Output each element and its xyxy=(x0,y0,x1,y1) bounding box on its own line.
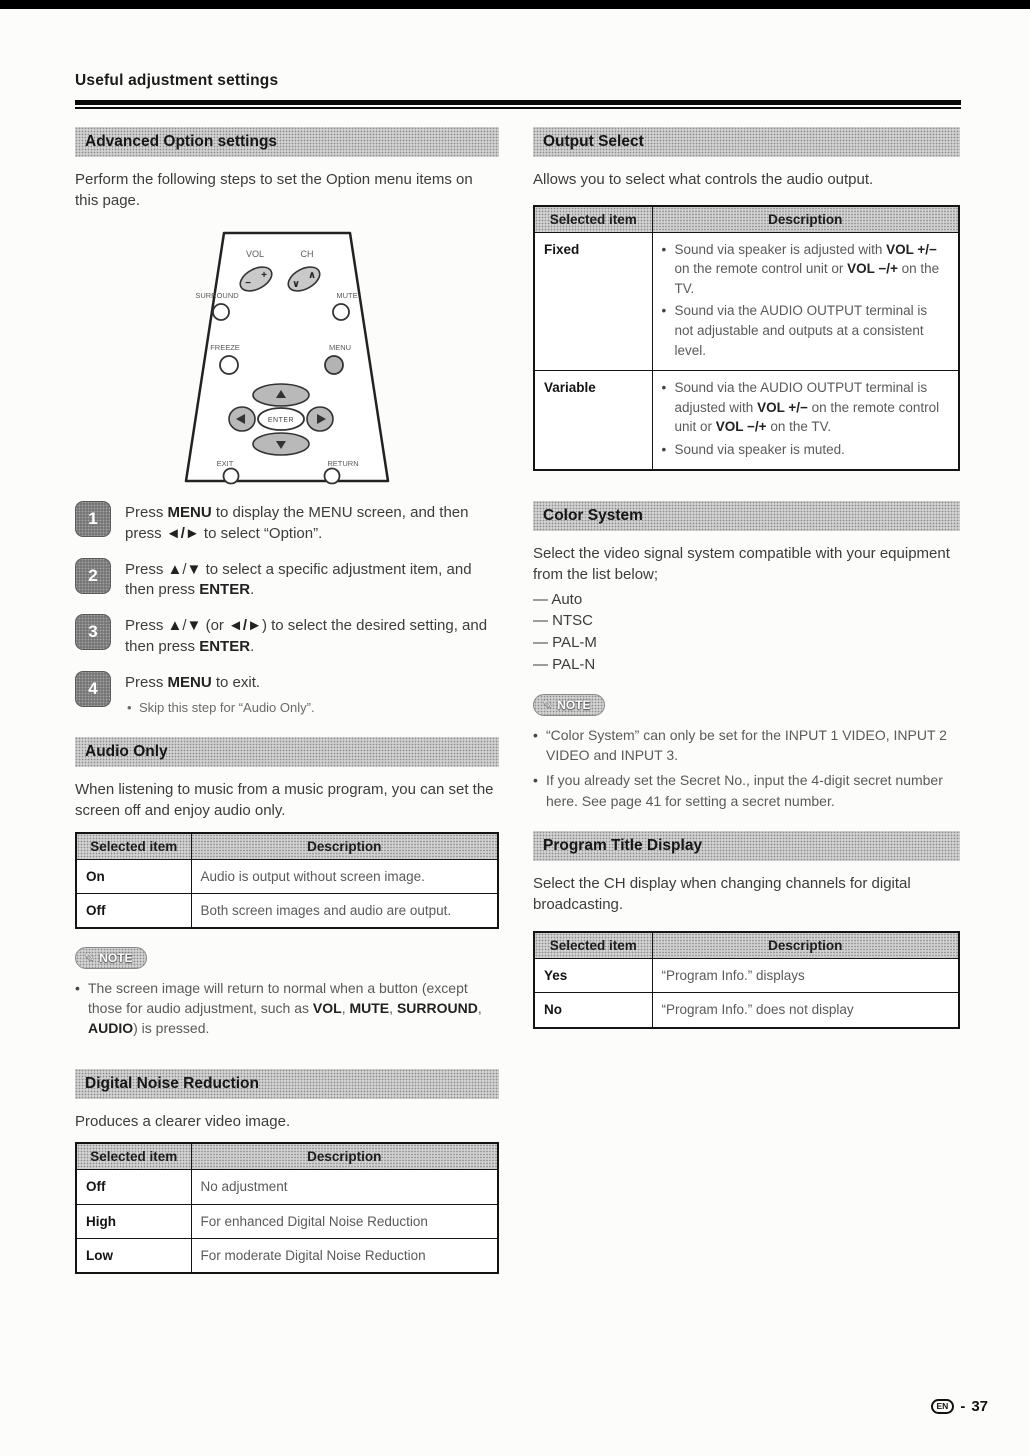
remote-vol-minus: − xyxy=(245,278,251,290)
step-4-main-text: Press MENU to exit. xyxy=(125,673,261,691)
note-item: • If you already set the Secret No., input the 4-digit secret number here. See page 41 for setting a secret number. xyxy=(533,770,960,811)
table-row xyxy=(534,232,959,370)
page-number-separator: - xyxy=(960,1398,966,1415)
left-column xyxy=(75,127,499,1274)
step-1-text: Press MENU to display the MENU screen, and then press ◄/► to select “Option”. xyxy=(125,504,469,543)
step-4-number: 4 xyxy=(75,671,111,707)
section-header-advanced-option-settings: Advanced Option settings xyxy=(75,127,499,157)
step-2-text: Press ▲/▼ to select a specific adjustment item, and then press ENTER. xyxy=(125,560,472,599)
note-badge xyxy=(533,694,605,716)
remote-exit-button xyxy=(224,469,239,484)
option-desc-on: Audio is output without screen image. xyxy=(191,859,498,893)
list-item-pal-n: — PAL-N xyxy=(533,655,596,673)
step-3 xyxy=(75,614,499,657)
section-header-output-select: Output Select xyxy=(533,127,960,157)
option-desc-off: No adjustment xyxy=(191,1170,498,1204)
page-footer xyxy=(931,1398,989,1415)
remote-label-enter: ENTER xyxy=(267,417,295,425)
option-desc-fixed xyxy=(652,232,959,370)
remote-return-button xyxy=(325,469,340,484)
option-desc-high: For enhanced Digital Noise Reduction xyxy=(191,1204,498,1238)
table-row xyxy=(76,1204,498,1238)
remote-mute-button xyxy=(333,304,349,320)
desc-bullet: • Sound via speaker is adjusted with VOL +/− on the remote control unit or VOL −/+ on the TV. xyxy=(662,240,950,299)
option-value-off: Off xyxy=(76,893,191,928)
remote-freeze-button xyxy=(220,356,238,374)
remote-label-vol: VOL xyxy=(245,249,265,260)
option-value-low: Low xyxy=(76,1238,191,1273)
audio-only-table xyxy=(75,832,499,929)
table-header-row xyxy=(76,833,498,860)
scan-edge-artifact xyxy=(0,0,1030,9)
remote-label-mute: MUTE xyxy=(336,291,358,301)
desc-bullet: • Sound via speaker is muted. xyxy=(662,440,950,460)
remote-label-menu: MENU xyxy=(328,343,352,353)
option-desc-yes: “Program Info.” displays xyxy=(652,959,959,993)
remote-vol-plus: + xyxy=(261,270,267,282)
remote-ch-down: ∨ xyxy=(291,279,301,291)
desc-bullet: • Sound via the AUDIO OUTPUT terminal is not adjustable and outputs at a consistent level. xyxy=(662,301,950,360)
remote-control-illustration xyxy=(171,227,403,489)
program-title-intro-text: Select the CH display when changing channels for digital broadcasting. xyxy=(533,874,911,913)
list-item-auto: — Auto xyxy=(533,590,583,608)
step-4 xyxy=(75,671,499,718)
option-desc-no: “Program Info.” does not display xyxy=(652,993,959,1028)
steps-list xyxy=(75,501,499,717)
list-item-pal-m: — PAL-M xyxy=(533,634,597,652)
section-header-program-title-display: Program Title Display xyxy=(533,831,960,861)
dnr-table xyxy=(75,1142,499,1273)
section-header-audio-only: Audio Only xyxy=(75,737,499,767)
option-value-off: Off xyxy=(76,1170,191,1204)
step-3-number: 3 xyxy=(75,614,111,650)
column-header-selected-item: Selected item xyxy=(76,833,191,860)
table-row xyxy=(534,371,959,471)
remote-ch-up: ∧ xyxy=(307,270,317,282)
option-value-yes: Yes xyxy=(534,959,652,993)
note-item: • “Color System” can only be set for the INPUT 1 VIDEO, INPUT 2 VIDEO and INPUT 3. xyxy=(533,725,960,766)
pencil-icon: ✎ xyxy=(85,952,95,965)
remote-label-ch: CH xyxy=(300,249,314,260)
option-desc-off: Both screen images and audio are output. xyxy=(191,893,498,928)
option-desc-variable xyxy=(652,371,959,471)
pencil-icon: ✎ xyxy=(543,699,553,712)
step-1 xyxy=(75,501,499,544)
table-row xyxy=(76,1170,498,1204)
option-value-fixed: Fixed xyxy=(534,232,652,370)
table-row xyxy=(76,893,498,928)
color-system-intro-text: Select the video signal system compatible with your equipment from the list below; xyxy=(533,545,950,583)
advanced-intro-text: Perform the following steps to set the Option menu items on this page. xyxy=(75,171,473,209)
color-system-list xyxy=(533,589,960,676)
page-number: 37 xyxy=(971,1398,988,1415)
page-title: Useful adjustment settings xyxy=(75,72,279,89)
program-title-table xyxy=(533,931,960,1028)
audio-only-notes xyxy=(75,978,499,1039)
table-row xyxy=(76,859,498,893)
header-rule-thick xyxy=(75,100,961,105)
table-row xyxy=(534,959,959,993)
dnr-intro-text: Produces a clearer video image. xyxy=(75,1112,291,1130)
step-2 xyxy=(75,558,499,601)
remote-label-surround: SURROUND xyxy=(195,291,239,301)
option-desc-low: For moderate Digital Noise Reduction xyxy=(191,1238,498,1273)
step-1-number: 1 xyxy=(75,501,111,537)
page-header xyxy=(75,72,961,109)
note-badge-label: NOTE xyxy=(557,697,591,712)
note-badge-label: NOTE xyxy=(99,950,133,965)
step-4-text xyxy=(125,671,315,718)
column-header-description: Description xyxy=(652,206,959,233)
step-4-sub-note: • Skip this step for “Audio Only”. xyxy=(125,699,315,717)
list-item-ntsc: — NTSC xyxy=(533,612,593,630)
section-header-color-system: Color System xyxy=(533,501,960,531)
note-badge xyxy=(75,947,147,969)
column-header-selected-item: Selected item xyxy=(534,932,652,959)
table-header-row xyxy=(534,932,959,959)
remote-label-exit: EXIT xyxy=(216,459,234,469)
header-rule-thin xyxy=(75,107,961,109)
table-row xyxy=(534,993,959,1028)
column-header-selected-item: Selected item xyxy=(534,206,652,233)
remote-surround-button xyxy=(213,304,229,320)
output-select-table xyxy=(533,205,960,472)
step-3-text: Press ▲/▼ (or ◄/►) to select the desired setting, and then press ENTER. xyxy=(125,617,488,655)
column-header-description: Description xyxy=(191,1143,498,1170)
desc-bullet: • Sound via the AUDIO OUTPUT terminal is adjusted with VOL +/− on the remote control unit or VOL −/+ on the TV. xyxy=(662,378,950,437)
column-header-description: Description xyxy=(191,833,498,860)
table-header-row xyxy=(76,1143,498,1170)
remote-label-freeze: FREEZE xyxy=(210,343,240,353)
audio-only-intro-text: When listening to music from a music program, you can set the screen off and enjoy audio only. xyxy=(75,781,494,819)
option-value-variable: Variable xyxy=(534,371,652,471)
note-item: • The screen image will return to normal when a button (except those for audio adjustment, such as VOL, MUTE, SURROUND, AUDIO) is pressed. xyxy=(75,978,499,1039)
language-badge: EN xyxy=(931,1399,955,1414)
column-header-description: Description xyxy=(652,932,959,959)
remote-menu-button xyxy=(325,356,343,374)
step-2-number: 2 xyxy=(75,558,111,594)
remote-label-return: RETURN xyxy=(327,459,359,469)
option-value-no: No xyxy=(534,993,652,1028)
option-value-on: On xyxy=(76,859,191,893)
right-column xyxy=(533,127,960,1029)
column-header-selected-item: Selected item xyxy=(76,1143,191,1170)
option-value-high: High xyxy=(76,1204,191,1238)
output-select-intro-text: Allows you to select what controls the audio output. xyxy=(533,171,874,188)
section-header-digital-noise-reduction: Digital Noise Reduction xyxy=(75,1069,499,1099)
table-row xyxy=(76,1238,498,1273)
color-system-notes xyxy=(533,725,960,811)
table-header-row xyxy=(534,206,959,233)
